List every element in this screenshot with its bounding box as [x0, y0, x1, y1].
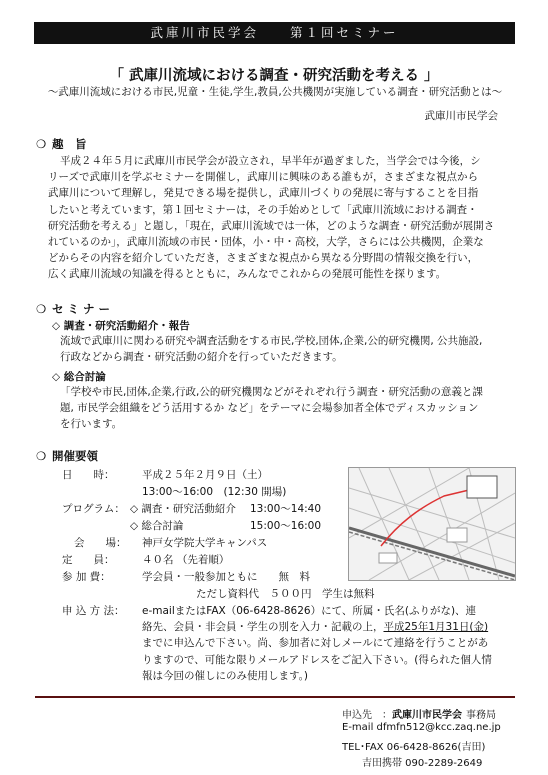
venue-value: 神戸女学院大学キャンパス — [142, 537, 268, 549]
program2-time: 15:00～16:00 — [250, 520, 322, 532]
circle-icon: ❍ — [36, 137, 47, 151]
fee-note: ただし資料代 ５００円 学生は無料 — [196, 588, 375, 600]
program-label: プログラム： — [62, 503, 125, 515]
purpose-line: どからその内容を紹介していただき，さまざまな視点から異なる分野間の情報交換を行い， — [48, 252, 479, 265]
purpose-text — [48, 153, 518, 283]
contact-mobile: 吉田携帯 090-2289-2649 — [362, 758, 483, 769]
seminar-line: 行政などから調査・研究活動の紹介を行っていただきます。 — [60, 351, 343, 364]
purpose-line: 武庫川について理解し，発見できる場を提供し，武庫川づくりの発展に寄与することを目指 — [48, 187, 479, 200]
apply-deadline: 平成25年1月31日(金) — [383, 621, 489, 634]
venue-label: 会 場： — [74, 537, 127, 549]
details-heading-text: 開催要領 — [52, 449, 98, 463]
apply-line: 絡先、会員・非会員・学生の別を入力・記載の上， — [142, 621, 384, 634]
date-row — [62, 467, 268, 482]
capacity-label: 定 員： — [62, 554, 115, 566]
program1-name: ◇ 調査・研究活動紹介 — [130, 503, 236, 515]
contact-telfax: TEL･FAX 06-6428-8626(吉田) — [342, 742, 486, 753]
header-banner: 武庫川市民学会 第１回セミナー — [34, 22, 515, 44]
capacity-row — [62, 552, 229, 567]
page-title: 「 武庫川流域における調査・研究活動を考える 」 — [109, 68, 439, 84]
venue-row — [74, 535, 267, 550]
venue-map — [348, 467, 516, 581]
purpose-line: リーズで武庫川を学ぶセミナーを開催し，武庫川に興味のある誰もが，さまざまな視点から — [48, 171, 478, 184]
seminar-item2-text — [60, 384, 520, 433]
capacity-value: ４０名 （先着順） — [142, 554, 230, 566]
footer-divider — [35, 696, 515, 698]
seminar-heading-text: セ ミ ナ ー — [52, 302, 111, 316]
time-value: 13:00～16:00 (12:30 開場) — [142, 486, 287, 498]
organizer-name: 武庫川市民学会 — [424, 110, 498, 122]
details-heading — [36, 448, 98, 464]
seminar-line: 「学校や市民,団体,企業,行政,公的研究機関などがそれぞれ行う調査・研究活動の意義と課 — [60, 386, 483, 398]
date-value: 平成２５年２月９日（土） — [142, 469, 268, 481]
fee-value: 学会員・一般参加ともに 無 料 — [142, 571, 310, 583]
contact-row — [342, 706, 496, 721]
purpose-heading — [36, 136, 87, 152]
program2-name: ◇ 総合討論 — [130, 520, 184, 532]
purpose-line: したいと考えています，第１回セミナーは，その手始めとして「武庫川流域における調査・ — [48, 203, 478, 216]
contact-org: 武庫川市民学会 — [392, 710, 462, 721]
program-row-2 — [130, 518, 321, 533]
program-row-1 — [62, 501, 321, 516]
fee-label: 参 加 費： — [62, 571, 111, 583]
circle-icon: ❍ — [36, 449, 47, 463]
purpose-line: 平成２４年５月に武庫川市民学会が設立され，早半年が過ぎました，当学会では今後，シ — [60, 155, 481, 167]
apply-label: 申 込 方 法： — [62, 605, 125, 617]
seminar-line: 題, 市民学会組織をどう活用するか など」をテーマに会場参加者全体でディスカッション — [60, 402, 479, 415]
purpose-line: 広く武庫川流域の知識を得るとともに，みんなでこれからの発展可能性を探ります。 — [48, 268, 447, 281]
purpose-line: 研究活動を考える」と題し，「現在，武庫川流域では一体，どのような調査・研究活動が展開さ — [48, 219, 495, 232]
apply-line: までに申込んで下さい。尚、参加者に対しメールにて連絡を行うことがあ — [142, 637, 489, 650]
map-drawing — [349, 468, 515, 580]
seminar-line: を行います。 — [60, 418, 123, 431]
seminar-item1-text — [60, 333, 520, 365]
contact-email: E-mail dfmfn512@kcc.zaq.ne.jp — [342, 722, 501, 733]
apply-line: 報は今回の催しにのみ使用します。) — [142, 669, 309, 682]
apply-text — [142, 603, 522, 684]
contact-label: 申込先 ： — [342, 710, 392, 721]
program1-time: 13:00～14:40 — [250, 503, 322, 515]
seminar-item1-title: ◇ 調査・研究活動紹介・報告 — [52, 320, 190, 332]
seminar-line: 流域で武庫川に関わる研究や調査活動をする市民,学校,団体,企業,公的研究機関, 公共施設, — [60, 335, 483, 347]
date-label: 日 時： — [62, 469, 115, 481]
purpose-heading-text: 趣 旨 — [52, 137, 87, 151]
fee-row — [62, 569, 310, 584]
seminar-item2-title: ◇ 総合討論 — [52, 371, 106, 383]
seminar-heading — [36, 301, 110, 317]
purpose-line: れているのか」，武庫川流域の市民・団体，小・中・高校，大学，さらには公共機関，企業な — [48, 236, 484, 249]
circle-icon: ❍ — [36, 302, 47, 316]
apply-line: りますので、可能な限りメールアドレスをご記入下さい。(得られた個人情 — [142, 653, 492, 666]
apply-line: e-mailまたはFAX（06-6428-8626）にて、所属・氏名(ふりがな)、連 — [142, 605, 477, 617]
contact-office: 事務局 — [466, 710, 496, 721]
page-subtitle: ～武庫川流域における市民,児童・生徒,学生,教員,公共機関が実施している調査・研究活動とは～ — [47, 86, 503, 98]
